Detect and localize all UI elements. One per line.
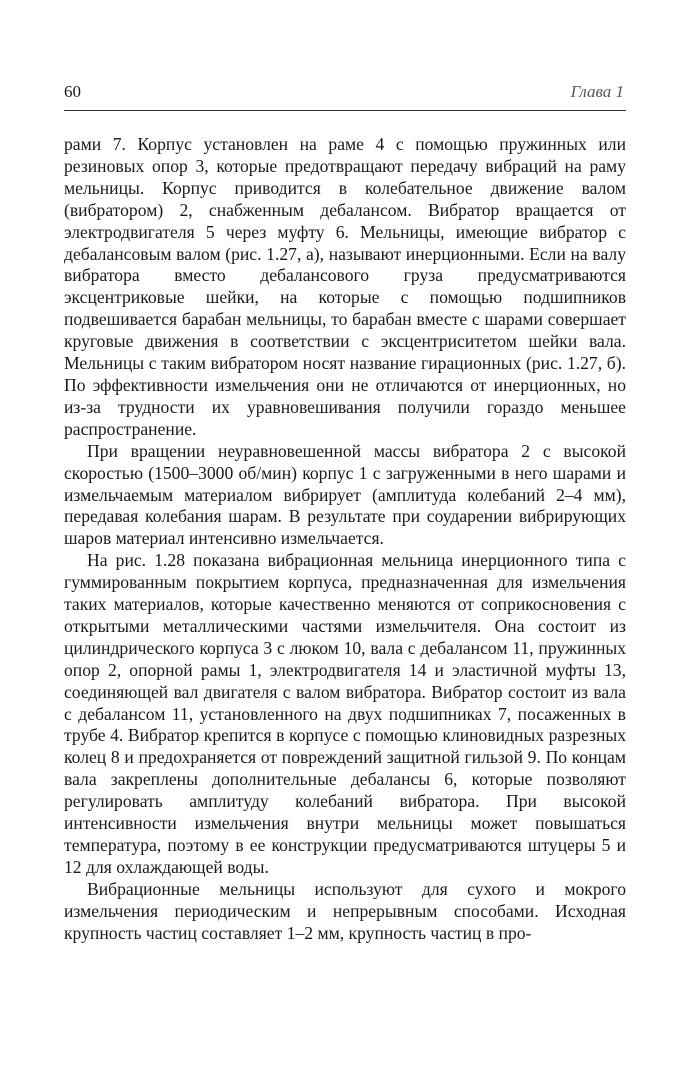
paragraph-2: При вращении неуравновешенной массы вибратора 2 с высокой скоростью (1500–3000 об/мин) корпус 1 с загруженными в него шарами и измельчаемым материалом вибрирует (амплитуда колебаний 2–4 мм), передавая колебания шарам. В результате при соударении вибрирующих шаров материал интенсивно измельчается. <box>64 440 626 549</box>
paragraph-1: рами 7. Корпус установлен на раме 4 с помощью пружинных или резиновых опор 3, которые предотвращают передачу вибраций на раму мельницы. Корпус приводится в колебательное движение валом (вибратором) 2, снабженным дебалансом. Вибратор вращается от электродвигателя 5 через муфту 6. Мельницы, имеющие вибратор с дебалансовым валом (рис. 1.27, а), называют инерционными. Если на валу вибратора вместо дебалансового груза предусматриваются эксцентриковые шейки, на которые с помощью подшипников подвешивается барабан мельницы, то барабан вместе с шарами совершает круговые движения в соответствии с эксцентриситетом шейки вала. Мельницы с таким вибратором носят название гирационных (рис. 1.27, б). По эффективности измельчения они не отличаются от инерционных, но из-за трудности их уравновешивания получили гораздо меньшее распространение. <box>64 134 626 439</box>
body-text <box>64 134 626 945</box>
paragraph-3: На рис. 1.28 показана вибрационная мельница инерционного типа с гуммированным покрытием корпуса, предназначенная для измельчения таких материалов, которые качественно меняются от соприкосновения с открытыми металлическими частями измельчителя. Она состоит из цилиндрического корпуса 3 с люком 10, вала с дебалансом 11, пружинных опор 2, опорной рамы 1, электродвигателя 14 и эластичной муфты 13, соединяющей вал двигателя с валом вибратора. Вибратор состоит из вала с дебалансом 11, установленного на двух подшипниках 7, посаженных в трубе 4. Вибратор крепится в корпусе с помощью клиновидных разрезных колец 8 и предохраняется от повреждений защитной гильзой 9. По концам вала закреплены дополнительные дебалансы 6, которые позволяют регулировать амплитуду колебаний вибратора. При высокой интенсивности измельчения внутри мельницы может повышаться температура, поэтому в ее конструкции предусматриваются штуцеры 5 и 12 для охлаждающей воды. <box>64 550 626 877</box>
paragraph-4: Вибрационные мельницы используют для сухого и мокрого измельчения периодическим и непрерывным способами. Исходная крупность частиц составляет 1–2 мм, крупность частиц в про- <box>64 878 626 943</box>
running-head <box>64 80 626 104</box>
header-rule <box>64 110 626 111</box>
chapter-label: Глава 1 <box>570 82 624 101</box>
page-number: 60 <box>64 82 81 101</box>
